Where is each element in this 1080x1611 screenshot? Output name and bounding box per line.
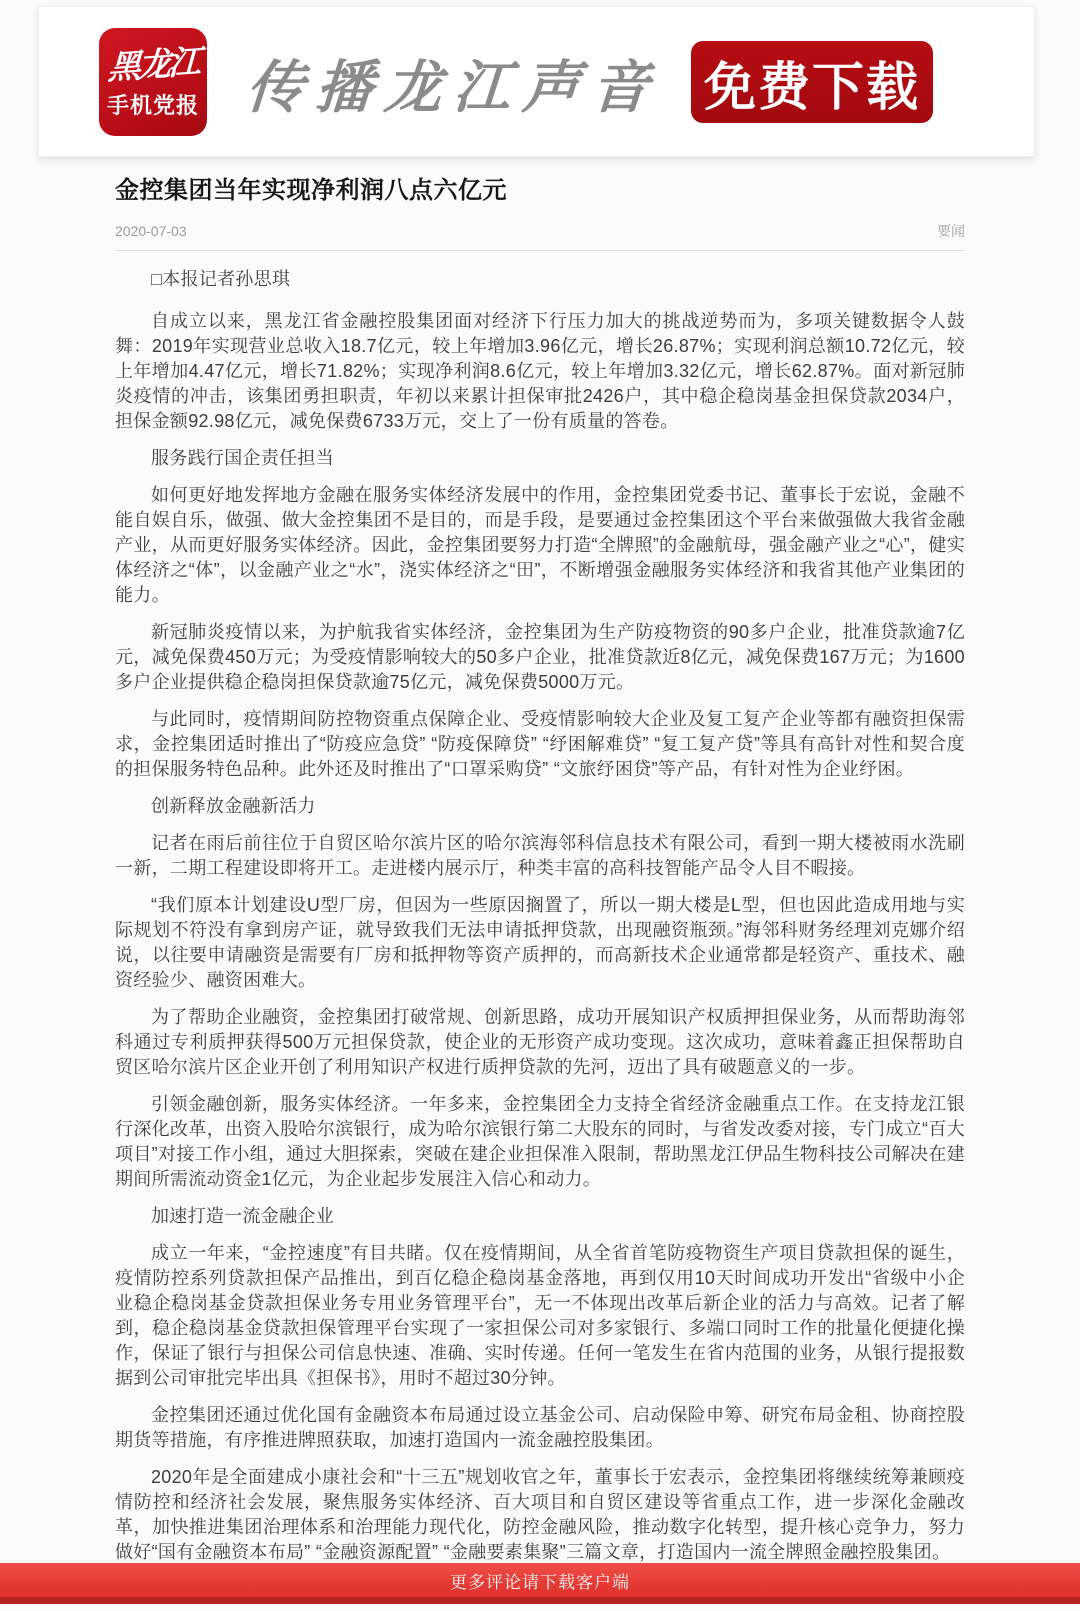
- article-byline: □本报记者孙思琪: [151, 269, 291, 289]
- article-body: [115, 267, 965, 1565]
- logo-line1: 黑龙江: [107, 41, 199, 87]
- article-paragraph: “我们原本计划建设U型厂房，但因为一些原因搁置了，所以一期大楼是L型，但也因此造成用地与实际规划不符没有拿到房产证，就导致我们无法申请抵押贷款，出现融资瓶颈。”海邻科财务经理刘克娜介绍说，以往要申请融资是需要有厂房和抵押物等资产质押的，而高新技术企业通常都是轻资产、重技术、融资经验少、融资困难大。: [115, 895, 965, 990]
- category-link[interactable]: 要闻: [937, 223, 965, 239]
- footer-download-label: 更多评论请下载客户端: [450, 1572, 630, 1592]
- free-download-button[interactable]: 免费下载: [691, 41, 933, 123]
- logo-line2: 手机党报: [106, 93, 199, 119]
- header-slogan: 传播龙江声音: [244, 53, 664, 121]
- app-logo[interactable]: [99, 28, 207, 136]
- article-paragraph: 金控集团还通过优化国有金融资本布局通过设立基金公司、启动保险申筹、研究布局金租、协商控股期货等措施，有序推进牌照获取，加速打造国内一流金融控股集团。: [115, 1405, 965, 1450]
- article-paragraph: 如何更好地发挥地方金融在服务实体经济发展中的作用，金控集团党委书记、董事长于宏说，金融不能自娱自乐，做强、做大金控集团不是目的，而是手段，是要通过金控集团这个平台来做强做大我省金融产业，从而更好服务实体经济。因此，金控集团要努力打造“全牌照”的金融航母，强金融产业之“心”，健实体经济之“体”，以金融产业之“水”，浇实体经济之“田”，不断增强金融服务实体经济和我省其他产业集团的能力。: [115, 485, 965, 605]
- header-card: [38, 6, 1035, 157]
- article: [115, 176, 965, 1577]
- article-date: 2020-07-03: [115, 223, 187, 239]
- article-paragraph: 为了帮助企业融资，金控集团打破常规、创新思路，成功开展知识产权质押担保业务，从而帮助海邻科通过专利质押获得500万元担保贷款，使企业的无形资产成功变现。这次成功，意味着鑫正担保帮助自贸区哈尔滨片区企业开创了利用知识产权进行质押贷款的先河，迈出了具有破题意义的一步。: [115, 1007, 965, 1077]
- article-paragraph: 与此同时，疫情期间防控物资重点保障企业、受疫情影响较大企业及复工复产企业等都有融资担保需求，金控集团适时推出了“防疫应急贷” “防疫保障贷” “纾困解难贷” “复工复产贷”等具有高针对性和契合度的担保服务特色品种。此外还及时推出了“口罩采购贷” “文旅纾困贷”等产品，有针对性为企业纾困。: [115, 709, 965, 779]
- article-paragraph: 2020年是全面建成小康社会和“十三五”规划收官之年，董事长于宏表示，金控集团将继续统筹兼顾疫情防控和经济社会发展，聚焦服务实体经济、百大项目和自贸区建设等省重点工作，进一步深化金融改革，加快推进集团治理体系和治理能力现代化，防控金融风险，推动数字化转型，提升核心竞争力，努力做好“国有金融资本布局” “金融资源配置” “金融要素集聚”三篇文章，打造国内一流全牌照金融控股集团。: [115, 1467, 965, 1562]
- section-subhead: 加速打造一流金融企业: [151, 1206, 334, 1226]
- footer-download-bar[interactable]: [0, 1563, 1080, 1604]
- article-paragraph: 成立一年来，“金控速度”有目共睹。仅在疫情期间，从全省首笔防疫物资生产项目贷款担保的诞生，疫情防控系列贷款担保产品推出，到百亿稳企稳岗基金落地，再到仅用10天时间成功开发出“省级中小企业稳企稳岗基金贷款担保业务专用业务管理平台”，无一不体现出改革后新企业的活力与高效。记者了解到，稳企稳岗基金贷款担保管理平台实现了一家担保公司对多家银行、多端口同时工作的批量化便捷化操作，保证了银行与担保公司信息快速、准确、实时传递。任何一笔发生在省内范围的业务，从银行提报数据到公司审批完毕出具《担保书》，用时不超过30分钟。: [115, 1243, 965, 1388]
- article-meta-row: [115, 221, 965, 241]
- section-subhead: 服务践行国企责任担当: [151, 448, 334, 468]
- meta-divider: [115, 250, 965, 251]
- article-paragraph: 自成立以来，黑龙江省金融控股集团面对经济下行压力加大的挑战逆势而为，多项关键数据令人鼓舞：2019年实现营业总收入18.7亿元，较上年增加3.96亿元，增长26.87%；实现利润总额10.72亿元，较上年增加4.47亿元，增长71.82%；实现净利润8.6亿元，较上年增加3.32亿元，增长62.87%。面对新冠肺炎疫情的冲击，该集团勇担职责，年初以来累计担保审批2426户，其中稳企稳岗基金担保贷款2034户，担保金额92.98亿元，减免保费6733万元，交上了一份有质量的答卷。: [115, 311, 965, 431]
- page-title: 金控集团当年实现净利润八点六亿元: [115, 177, 507, 204]
- article-paragraph: 引领金融创新，服务实体经济。一年多来，金控集团全力支持全省经济金融重点工作。在支持龙江银行深化改革，出资入股哈尔滨银行，成为哈尔滨银行第二大股东的同时，与省发改委对接，专门成立“百大项目”对接工作小组，通过大胆探索，突破在建企业担保准入限制，帮助黑龙江伊品生物科技公司解决在建期间所需流动资金1亿元，为企业起步发展注入信心和动力。: [115, 1094, 965, 1189]
- article-paragraph: 记者在雨后前往位于自贸区哈尔滨片区的哈尔滨海邻科信息技术有限公司，看到一期大楼被雨水洗刷一新，二期工程建设即将开工。走进楼内展示厅，种类丰富的高科技智能产品令人目不暇接。: [115, 833, 965, 878]
- article-paragraph: 新冠肺炎疫情以来，为护航我省实体经济，金控集团为生产防疫物资的90多户企业，批准贷款逾7亿元，减免保费450万元；为受疫情影响较大的50多户企业，批准贷款近8亿元，减免保费167万元；为1600多户企业提供稳企稳岗担保贷款逾75亿元，减免保费5000万元。: [115, 622, 965, 692]
- section-subhead: 创新释放金融新活力: [151, 796, 316, 816]
